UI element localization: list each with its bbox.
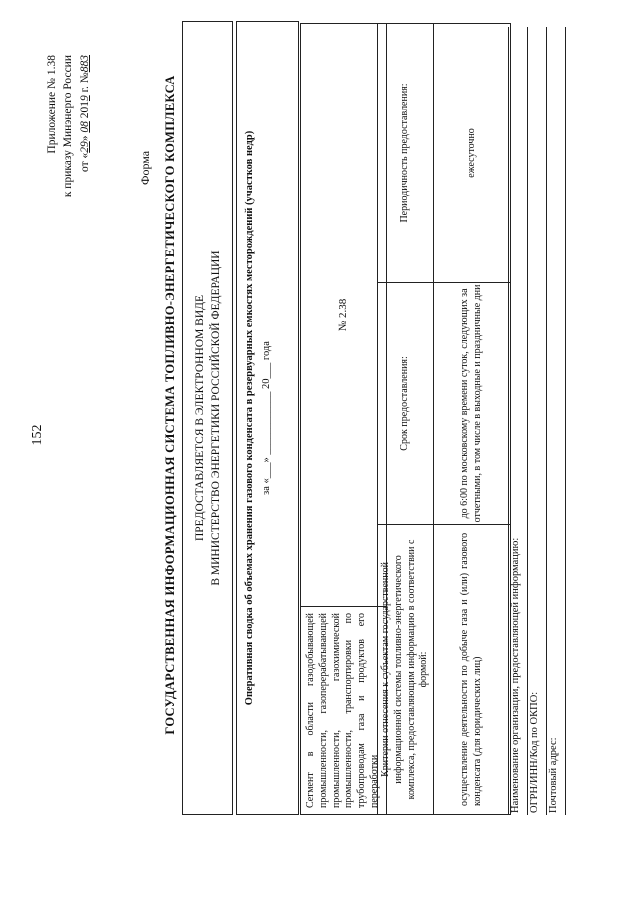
criteria-table (377, 23, 511, 815)
report-title: Оперативная сводка об объемах хранения газового конденсата в резервуарных емкостях месторождений (участков недр) (244, 130, 255, 706)
ogrn-field: ОГРН/ИНН/Код по ОКПО: (528, 27, 547, 815)
term-header: Срок предоставления: (378, 282, 434, 524)
criteria-header: Критерии отнесения к субъектам государственной информационной системы топливно-энергетического комплекса, предоставляющим информацию в соответствии с формой: (378, 524, 434, 814)
handwritten-year-digit: 9 (78, 95, 91, 102)
term-value: до 6:00 по московскому времени суток, следующих за отчетными, в том числе в выходные и праздничные дни (434, 282, 511, 524)
submission-line-1: ПРЕДОСТАВЛЯЕТСЯ В ЭЛЕКТРОННОМ ВИДЕ (194, 294, 206, 542)
main-title: ГОСУДАРСТВЕННАЯ ИНФОРМАЦИОННАЯ СИСТЕМА ТОПЛИВНО-ЭНЕРГЕТИЧЕСКОГО КОМПЛЕКСА (163, 75, 177, 735)
segment-table (300, 23, 387, 815)
submission-line-2: В МИНИСТЕРСТВО ЭНЕРГЕТИКИ РОССИЙСКОЙ ФЕДЕРАЦИИ (209, 250, 222, 586)
appendix-order-ref: к приказу Минэнерго России (62, 55, 75, 198)
submission-text (193, 22, 224, 814)
segment-row (301, 24, 387, 815)
handwritten-order-number: 883 (78, 55, 91, 73)
submission-box (182, 21, 233, 815)
criteria-value-row (434, 24, 511, 815)
page-number: 152 (30, 424, 45, 446)
appendix-order-date: от «29» 08 2019 г. №883 (78, 55, 91, 173)
form-number: № 2.38 (301, 24, 387, 607)
handwritten-day: 29 (78, 141, 91, 153)
postal-address-field: Почтовый адрес: (547, 27, 566, 815)
report-period: за «___» ____________ 20___ года (261, 341, 272, 495)
segment-text: Сегмент в области газодобывающей промышленности, газоперерабатывающей промышленности, газохимической промышленности, транспортировки по трубопроводам газа и продуктов его переработки (301, 607, 387, 815)
appendix-number: Приложение № 1.38 (46, 55, 58, 154)
report-box (236, 21, 299, 815)
criteria-header-row (378, 24, 434, 815)
handwritten-month: 08 (78, 121, 91, 133)
form-label: Форма (138, 150, 152, 185)
period-header: Периодичность предоставления: (378, 24, 434, 283)
criteria-value: осуществление деятельности по добыче газа и (или) газового конденсата (для юридических лиц) (434, 524, 511, 814)
organization-name-field: Наименование организации, предоставляющей информацию: (509, 27, 528, 815)
period-value: ежесуточно (434, 24, 511, 283)
appendix-header (44, 55, 93, 305)
organization-info (508, 27, 566, 815)
